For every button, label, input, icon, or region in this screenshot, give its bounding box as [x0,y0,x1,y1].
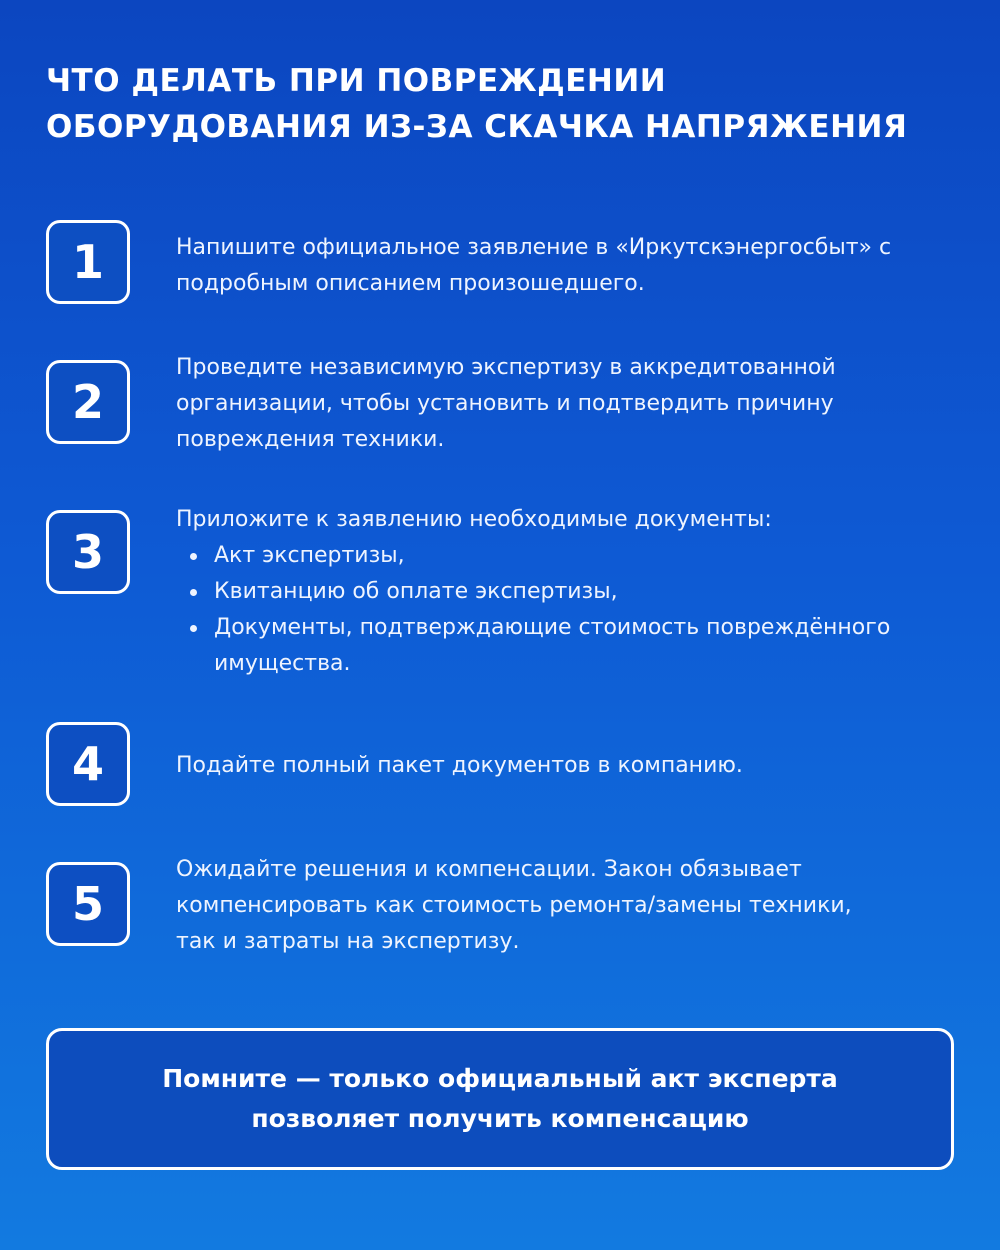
documents-list [176,538,946,682]
list-item-continuation: имущества. [214,651,351,676]
step-2-line-2: организации, чтобы установить и подтвердить причину [176,391,834,416]
step-3-text [176,502,946,682]
step-5-line-3: так и затраты на экспертизу. [176,929,520,954]
step-number-badge: 3 [46,510,130,594]
step-number-badge: 5 [46,862,130,946]
reminder-note [46,1028,954,1170]
step-4-text [176,748,946,784]
step-1-line-1: Напишите официальное заявление в «Иркутскэнергосбыт» с [176,235,892,260]
step-number-badge: 2 [46,360,130,444]
step-5-line-2: компенсировать как стоимость ремонта/замены техники, [176,893,852,918]
step-5-text [176,852,946,960]
list-item: Квитанцию об оплате экспертизы, [176,574,946,610]
step-1-line-2: подробным описанием произошедшего. [176,271,645,296]
step-2-line-3: повреждения техники. [176,427,445,452]
page-title [46,58,966,150]
list-item-text: Документы, подтверждающие стоимость повреждённого [214,615,891,640]
step-1-text [176,230,946,302]
page-title-line-1: ЧТО ДЕЛАТЬ ПРИ ПОВРЕЖДЕНИИ [46,63,667,99]
list-item: Акт экспертизы, [176,538,946,574]
step-number-badge: 4 [46,722,130,806]
step-2-text [176,350,946,458]
step-number-badge: 1 [46,220,130,304]
page-title-line-2: ОБОРУДОВАНИЯ ИЗ-ЗА СКАЧКА НАПРЯЖЕНИЯ [46,109,908,145]
reminder-note-line-2: позволяет получить компенсацию [251,1104,749,1133]
step-3-line-1: Приложите к заявлению необходимые документы: [176,507,772,532]
step-2-line-1: Проведите независимую экспертизу в аккредитованной [176,355,836,380]
step-4-line-1: Подайте полный пакет документов в компанию. [176,753,743,778]
list-item [176,610,946,682]
reminder-note-line-1: Помните — только официальный акт эксперта [162,1064,838,1093]
step-5-line-1: Ожидайте решения и компенсации. Закон обязывает [176,857,802,882]
